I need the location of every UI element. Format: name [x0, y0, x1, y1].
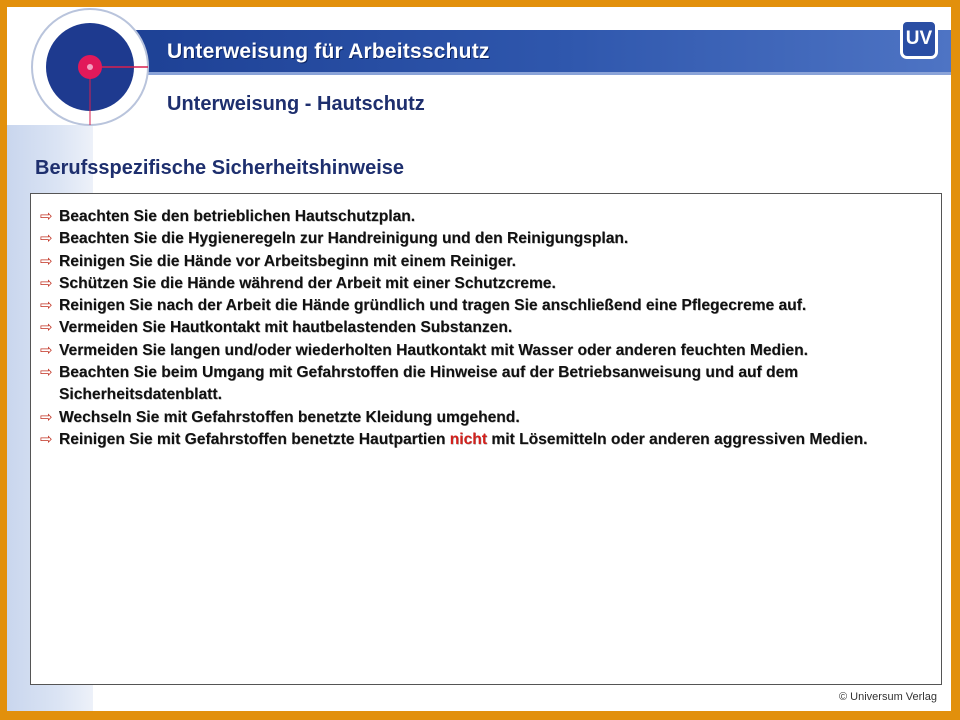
- arrow-right-outline-icon: ⇨: [40, 319, 53, 337]
- list-item-text: Reinigen Sie nach der Arbeit die Hände gründlich und tragen Sie anschließend eine Pflegecreme auf.: [59, 297, 807, 315]
- list-item-text: Reinigen Sie die Hände vor Arbeitsbeginn mit einem Reiniger.: [59, 252, 516, 270]
- list-item-text: Vermeiden Sie langen und/oder wiederholten Hautkontakt mit Wasser oder anderen feuchten Medien.: [59, 341, 808, 359]
- list-item-text: Beachten Sie beim Umgang mit Gefahrstoffen die Hinweise auf der Betriebsanweisung und auf dem Sicherheitsdatenblatt.: [59, 364, 799, 404]
- arrow-right-outline-icon: ⇨: [40, 230, 53, 248]
- list-item: [40, 362, 941, 407]
- arrow-right-outline-icon: ⇨: [40, 408, 53, 426]
- list-item: [40, 273, 941, 295]
- arrow-right-outline-icon: ⇨: [40, 274, 53, 292]
- arrow-right-outline-icon: ⇨: [40, 364, 53, 382]
- arrow-right-outline-icon: ⇨: [40, 297, 53, 315]
- page-subtitle: Unterweisung - Hautschutz: [167, 93, 425, 115]
- list-item-text: Beachten Sie den betrieblichen Hautschutzplan.: [59, 208, 416, 225]
- content-box: [30, 193, 942, 685]
- header-title: Unterweisung für Arbeitsschutz: [167, 40, 490, 63]
- list-item-text-before: Reinigen Sie mit Gefahrstoffen benetzte Hautpartien: [59, 430, 450, 448]
- list-item: [40, 429, 941, 451]
- slide: [7, 7, 951, 711]
- list-item-text: Beachten Sie die Hygieneregeln zur Handreinigung und den Reinigungsplan.: [59, 230, 629, 248]
- section-heading: Berufsspezifische Sicherheitshinweise: [35, 157, 405, 179]
- arrow-right-outline-icon: ⇨: [40, 252, 53, 270]
- target-logo-icon: [30, 7, 150, 127]
- uv-logo-badge: UV: [900, 19, 938, 59]
- list-item: [40, 251, 941, 273]
- list-item: [40, 228, 941, 250]
- list-item: [40, 317, 941, 339]
- list-item: [40, 407, 941, 429]
- list-item: [40, 340, 941, 362]
- list-item-text: Schützen Sie die Hände während der Arbeit mit einer Schutzcreme.: [59, 274, 556, 292]
- list-item-text: Wechseln Sie mit Gefahrstoffen benetzte Kleidung umgehend.: [59, 408, 520, 426]
- list-item: [40, 295, 941, 317]
- copyright: © Universum Verlag: [839, 691, 937, 703]
- arrow-right-outline-icon: ⇨: [40, 430, 53, 448]
- template-label: vorlage: [39, 662, 79, 674]
- header-bar-rule: [97, 72, 951, 75]
- list-item: [40, 206, 941, 228]
- list-item-text-after: mit Lösemitteln oder anderen aggressiven Medien.: [487, 430, 868, 448]
- arrow-right-outline-icon: ⇨: [40, 208, 53, 225]
- arrow-right-outline-icon: ⇨: [40, 341, 53, 359]
- highlight-word: nicht: [449, 430, 488, 448]
- list-item-text: Vermeiden Sie Hautkontakt mit hautbelastenden Substanzen.: [59, 319, 513, 337]
- bullet-list: [31, 194, 941, 451]
